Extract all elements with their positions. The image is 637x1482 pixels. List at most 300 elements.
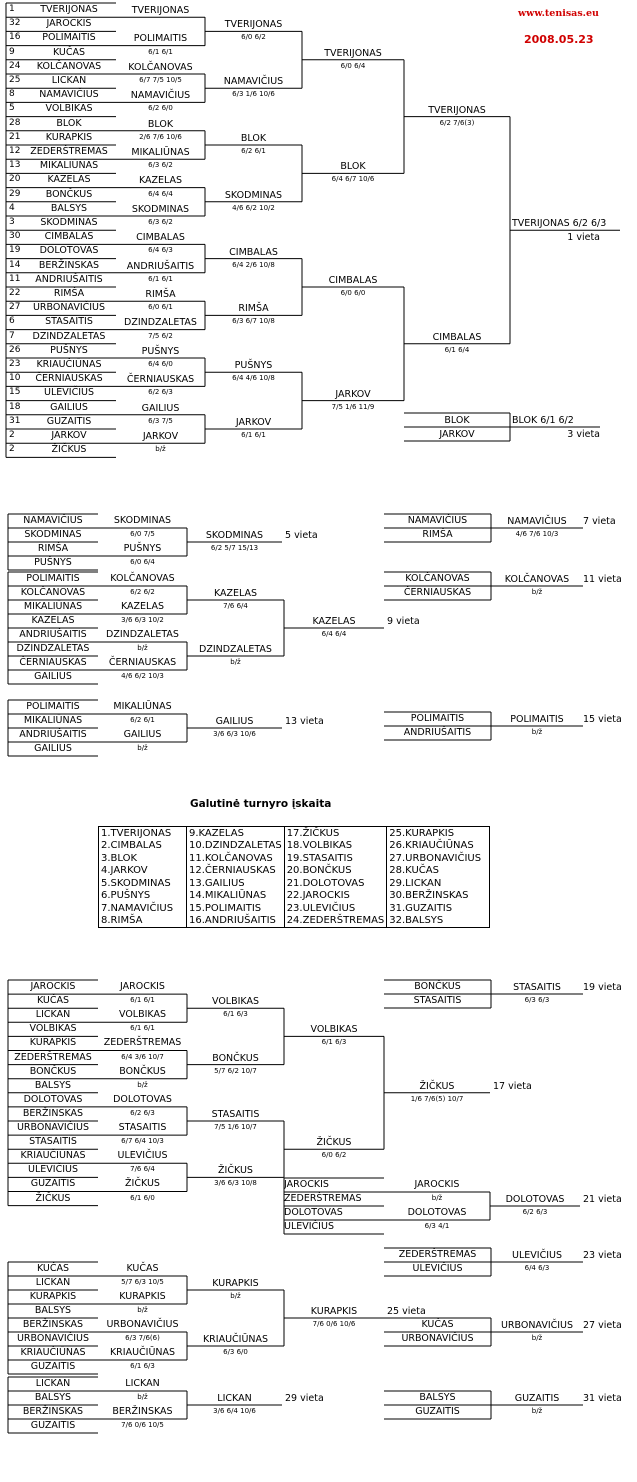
player-name: KURAPKIS	[29, 1037, 77, 1049]
final-winner: KURAPKIS	[310, 1306, 358, 1317]
final-score: 1/6 7/6(5) 10/7	[410, 1094, 464, 1103]
seed-number: 7	[9, 330, 15, 341]
player-name: URBONAVIČIUS	[32, 302, 106, 314]
r2-winner: SKODMINAS	[224, 189, 283, 201]
seed-number: 20	[9, 174, 21, 185]
seed-number: 24	[9, 60, 21, 71]
standings-cell: 31.GUZAITIS	[389, 902, 453, 914]
r1-score: b/ž	[137, 1306, 148, 1314]
r1-score: 6/2 6/3	[130, 1108, 155, 1117]
place-label: 17 vieta	[493, 1080, 532, 1092]
standings-cell: 14.MIKALIŪNAS	[187, 890, 285, 903]
r3-score: 7/5 1/6 11/9	[331, 402, 375, 411]
player-name: RIMŠA	[422, 529, 453, 540]
r1-score: b/ž	[137, 1393, 148, 1401]
seed-number: 15	[9, 387, 21, 398]
standings-row	[99, 865, 490, 878]
standings-cell: 30.BERŽINSKAS	[389, 890, 469, 902]
r1-winner: VOLBIKAS	[118, 1009, 166, 1021]
player-name: BALSYS	[34, 1305, 72, 1316]
player-name: GAILIUS	[50, 401, 88, 413]
seed-number: 8	[9, 89, 15, 100]
standings-cell: 4.JARKOV	[99, 865, 187, 878]
player-name: KAZELAS	[47, 174, 91, 186]
seed-number: 28	[9, 117, 21, 128]
player-name: ANDRIUŠAITIS	[403, 727, 472, 738]
player-name: RIMŠA	[37, 543, 69, 554]
player-name: BALSYS	[419, 1392, 456, 1403]
place-label: 5 vieta	[285, 530, 318, 541]
r1-score: 6/7 6/4 10/3	[121, 1137, 164, 1146]
standings-row	[99, 827, 490, 840]
player-name: ANDRIUŠAITIS	[19, 629, 87, 640]
standings-table	[98, 826, 490, 928]
r2-score: b/ž	[230, 1292, 241, 1300]
r3-winner: ŽIČKUS	[316, 1137, 352, 1149]
place-label: 11 vieta	[583, 574, 622, 585]
player-name: BALSYS	[50, 202, 88, 214]
pair-winner: URBONAVIČIUS	[500, 1320, 574, 1331]
player-name: DZINDZALETAS	[16, 643, 90, 654]
r1-score: 6/1 6/0	[130, 1193, 155, 1202]
r1-winner: BLOK	[147, 118, 174, 130]
player-name: STASAITIS	[413, 995, 462, 1006]
standings-row	[99, 852, 490, 865]
r2-winner: NAMAVIČIUS	[223, 76, 284, 88]
player-name: GUZAITIS	[30, 1178, 76, 1190]
r1-winner: DZINDZALETAS	[106, 629, 179, 640]
seed-number: 11	[9, 273, 21, 284]
sf-score: 6/1 6/4	[444, 345, 470, 354]
seed-number: 16	[9, 32, 21, 43]
player-name: DOLOTOVAS	[284, 1207, 343, 1218]
r2-score: 6/2 6/1	[241, 147, 266, 155]
player-name: ULEVIČIUS	[412, 1263, 463, 1274]
r1-winner: MIKALIŪNAS	[113, 701, 172, 712]
seed-number: 21	[9, 131, 21, 142]
player-name: LICKAN	[51, 75, 87, 86]
standings-cell: 28.KUČAS	[389, 865, 439, 877]
r1-score: 6/2 6/1	[130, 716, 155, 724]
final-score: 6/2 6/3	[522, 1208, 548, 1216]
player-name: POLIMAITIS	[26, 701, 80, 712]
r1-winner: ULEVIČIUS	[117, 1150, 168, 1162]
player-name: GUZAITIS	[46, 415, 92, 427]
r1-score: 6/0 7/5	[130, 530, 155, 538]
r2-winner: PUŠNYS	[234, 360, 273, 372]
r1-score: b/ž	[431, 1194, 443, 1202]
seed-number: 29	[9, 188, 21, 199]
player-name: JARKOV	[51, 430, 87, 441]
r2-score: 5/7 6/2 10/7	[214, 1066, 257, 1075]
r2-winner: BONČKUS	[212, 1052, 259, 1064]
player-name: GUZAITIS	[415, 1406, 460, 1417]
r1-score: 3/6 6/3 10/2	[121, 616, 164, 624]
player-name: JARKOV	[439, 429, 475, 440]
r2-winner: BLOK	[240, 133, 267, 144]
standings-cell: 32.BALSYS	[389, 915, 444, 927]
final-winner: TVERIJONAS 6/2 6/3	[512, 218, 607, 230]
r2-winner: KAZELAS	[213, 588, 258, 599]
player-name: LICKAN	[35, 1277, 71, 1288]
r1-winner: BERŽINSKAS	[112, 1406, 173, 1417]
r1-winner: TVERIJONAS	[131, 5, 190, 16]
standings-cell: 9.KAZELAS	[187, 827, 285, 840]
r1-score: b/ž	[137, 1080, 148, 1089]
player-name: SKODMINAS	[24, 529, 82, 540]
standings-cell: 13.GAILIUS	[187, 877, 285, 890]
r1-score: 6/1 6/1	[148, 47, 173, 56]
standings-cell: 11.KOLČANOVAS	[187, 852, 285, 865]
r1-score: 7/6 6/4	[130, 1165, 155, 1174]
r1-score: 6/2 6/3	[148, 388, 173, 397]
standings-cell: 27.URBONAVIČIUS	[389, 852, 482, 864]
standings-cell: 5.SKODMINAS	[99, 877, 187, 890]
r2-score: 7/6 6/4	[223, 602, 248, 610]
player-name: ŽIČKUS	[51, 444, 87, 456]
r3-winner: BLOK	[340, 161, 366, 173]
seed-number: 26	[9, 344, 21, 355]
standings-cell: 17.ŽIČKUS	[284, 827, 387, 840]
seed-number: 2	[9, 444, 15, 455]
tournament-date: 2008.05.23	[524, 33, 594, 46]
player-name: KUČAS	[36, 995, 70, 1007]
r1-score: 6/2 6/0	[148, 104, 173, 113]
player-name: KAZELAS	[31, 615, 75, 626]
final-winner: DOLOTOVAS	[505, 1194, 565, 1205]
standings-cell: 29.LICKAN	[389, 877, 442, 889]
place-label: 31 vieta	[583, 1393, 622, 1404]
final-winner: GAILIUS	[215, 716, 254, 727]
r2-winner: STASAITIS	[211, 1109, 260, 1120]
r1-score: 6/4 6/0	[148, 360, 173, 368]
r1-score: 6/4 3/6 10/7	[121, 1052, 164, 1061]
seed-number: 31	[9, 415, 21, 426]
player-name: VOLBIKAS	[45, 103, 93, 115]
r1-winner: GAILIUS	[141, 402, 180, 414]
r2-winner: TVERIJONAS	[224, 19, 283, 31]
r2-winner: JARKOV	[235, 417, 272, 428]
r3-score: 6/1 6/3	[321, 1038, 347, 1047]
standings-cell: 15.POLIMAITIS	[187, 902, 285, 915]
standings-cell: 2.CIMBALAS	[99, 840, 187, 853]
r1-score: b/ž	[137, 744, 148, 752]
player-name: MIKALIŪNAS	[39, 160, 99, 172]
r2-score: 6/3 6/0	[223, 1348, 248, 1356]
r2-score: 6/3 1/6 10/6	[232, 90, 275, 99]
seed-number: 14	[9, 259, 21, 270]
player-name: KUČAS	[421, 1319, 454, 1330]
player-name: URBONAVIČIUS	[401, 1333, 474, 1344]
r2-score: 6/1 6/1	[241, 431, 266, 439]
r1-winner: SKODMINAS	[113, 515, 172, 526]
place-label: 1 vieta	[567, 232, 600, 244]
player-name: PUŠNYS	[34, 557, 72, 568]
final-score: 6/4 6/4	[321, 630, 347, 638]
r2-score: 7/5 1/6 10/7	[214, 1123, 257, 1131]
seed-number: 25	[9, 75, 21, 85]
seed-number: 2	[9, 430, 15, 440]
r3-winner: JARKOV	[335, 388, 371, 400]
r1-score: 2/6 7/6 10/6	[139, 132, 182, 141]
player-name: KOLČANOVAS	[36, 60, 102, 72]
player-name: ČERNIAUSKAS	[19, 657, 87, 668]
r2-score: 6/4 4/6 10/8	[232, 374, 275, 383]
r1-score: 6/1 6/1	[130, 996, 155, 1005]
place-label: 19 vieta	[583, 982, 622, 993]
r1-winner: ZEDERŠTREMAS	[103, 1037, 182, 1049]
r3-score: 6/4 6/7 10/6	[331, 175, 375, 184]
player-name: ZEDERŠTREMAS	[284, 1193, 362, 1204]
r1-score: 6/3 4/1	[424, 1222, 450, 1230]
r1-winner: KOLČANOVAS	[110, 573, 175, 584]
player-name: KOLČANOVAS	[405, 573, 470, 584]
r1-winner: KURAPKIS	[119, 1291, 166, 1302]
standings-cell: 12.ČERNIAUSKAS	[187, 865, 285, 878]
player-name: BLOK	[444, 415, 470, 426]
r1-winner: KOLČANOVAS	[128, 61, 193, 73]
r1-winner: KAZELAS	[138, 175, 183, 187]
pair-score: 6/4 6/3	[524, 1264, 550, 1272]
r2-winner: ŽIČKUS	[218, 1165, 253, 1177]
player-name: ČERNIAUSKAS	[403, 587, 472, 598]
player-name: BALSYS	[34, 1392, 72, 1403]
seed-number: 3	[9, 217, 15, 227]
seed-number: 9	[9, 46, 15, 57]
player-name: MIKALIŪNAS	[23, 715, 83, 726]
r1-winner: JAROCKIS	[120, 981, 165, 992]
r1-score: b/ž	[137, 644, 148, 652]
r1-winner: STASAITIS	[118, 1122, 167, 1133]
final-score: 7/6 0/6 10/6	[312, 1320, 356, 1328]
standings-cell: 1.TVERIJONAS	[99, 827, 187, 840]
player-name: MIKALIŪNAS	[23, 601, 83, 612]
r1-winner: ANDRIUŠAITIS	[126, 260, 195, 272]
player-name: LICKAN	[35, 1009, 71, 1021]
standings-cell: 18.VOLBIKAS	[284, 840, 387, 853]
r1-winner: JAROCKIS	[414, 1179, 460, 1190]
player-name: BERŽINSKAS	[22, 1319, 84, 1330]
r1-score: 6/1 6/1	[130, 1024, 155, 1033]
player-name: BONČKUS	[414, 981, 461, 992]
final-winner: ŽIČKUS	[419, 1080, 455, 1092]
r1-score: 6/1 6/3	[130, 1362, 155, 1370]
place-label: 3 vieta	[567, 429, 600, 440]
r1-winner: JARKOV	[142, 431, 179, 442]
r1-score: 6/3 7/6(6)	[125, 1334, 160, 1342]
place-label: 9 vieta	[387, 616, 420, 627]
r1-winner: BONČKUS	[119, 1065, 166, 1077]
player-name: BERŽINSKAS	[38, 259, 100, 271]
place-label: 15 vieta	[583, 714, 622, 725]
site-url[interactable]: www.tenisas.eu	[518, 8, 599, 19]
r3-winner: TVERIJONAS	[324, 47, 382, 59]
player-name: ČERNIAUSKAS	[35, 373, 103, 385]
player-name: ZEDERŠTREMAS	[14, 1051, 92, 1063]
seed-number: 23	[9, 359, 21, 369]
r1-score: 6/3 6/2	[148, 161, 173, 170]
final-score: 6/2 5/7 15/13	[210, 544, 259, 552]
player-name: NAMAVIČIUS	[407, 515, 468, 526]
pair-score: 6/3 6/3	[524, 996, 550, 1004]
r3-winner: VOLBIKAS	[310, 1024, 358, 1036]
player-name: GUZAITIS	[30, 1420, 76, 1431]
r1-winner: POLIMAITIS	[133, 33, 188, 45]
player-name: POLIMAITIS	[410, 713, 465, 724]
standings-cell: 23.ULEVIČIUS	[284, 902, 387, 915]
standings-cell: 7.NAMAVIČIUS	[99, 902, 187, 915]
standings-cell: 8.RIMŠA	[99, 915, 187, 928]
player-name: LICKAN	[35, 1378, 71, 1389]
standings-cell: 26.KRIAUČIŪNAS	[389, 840, 474, 852]
r2-winner: VOLBIKAS	[211, 996, 259, 1008]
r1-score: 6/4 6/4	[148, 189, 173, 198]
r2-winner: KRIAUČIŪNAS	[202, 1334, 269, 1345]
pair-winner: POLIMAITIS	[510, 714, 564, 725]
player-name: NAMAVIČIUS	[39, 89, 99, 101]
r2-score: 6/4 2/6 10/8	[232, 260, 275, 269]
player-name: VOLBIKAS	[29, 1023, 77, 1035]
r1-winner: GAILIUS	[123, 729, 162, 740]
player-name: PUŠNYS	[50, 344, 88, 356]
r1-score: 6/7 7/5 10/5	[139, 76, 182, 84]
seed-number: 6	[9, 316, 15, 327]
pair-score: b/ž	[531, 588, 543, 596]
r1-winner: MIKALIŪNAS	[131, 147, 190, 158]
r1-winner: CIMBALAS	[136, 232, 185, 244]
pair-winner: NAMAVIČIUS	[507, 516, 567, 527]
standings-cell: 20.BONČKUS	[284, 865, 387, 878]
player-name: DOLOTOVAS	[23, 1093, 83, 1105]
player-name: GAILIUS	[34, 743, 72, 754]
r3-score: 6/0 6/4	[340, 61, 366, 70]
pair-score: 4/6 7/6 10/3	[515, 530, 559, 538]
sf-score: 6/2 7/6(3)	[439, 118, 475, 127]
pair-score: b/ž	[531, 728, 543, 736]
standings-cell: 6.PUŠNYS	[99, 890, 187, 903]
r2-winner: CIMBALAS	[229, 246, 278, 258]
player-name: ULEVIČIUS	[44, 387, 94, 399]
standings-cell: 22.JAROCKIS	[284, 890, 387, 903]
r1-score: 6/0 6/1	[148, 303, 173, 312]
seed-number: 18	[9, 401, 21, 412]
seed-number: 13	[9, 160, 21, 171]
r1-score: b/ž	[155, 445, 166, 454]
player-name: JAROCKIS	[284, 1179, 329, 1190]
sf-winner: CIMBALAS	[432, 331, 482, 343]
pair-winner: GUZAITIS	[514, 1393, 560, 1404]
player-name: STASAITIS	[45, 316, 93, 328]
r3-score: 6/0 6/0	[340, 289, 366, 297]
standings-cell: 16.ANDRIUŠAITIS	[187, 915, 285, 928]
r1-winner: KUČAS	[126, 1263, 159, 1274]
r1-winner: DZINDZALETAS	[124, 317, 197, 329]
player-name: KOLČANOVAS	[20, 587, 86, 598]
seed-number: 5	[9, 103, 15, 114]
player-name: ZEDERŠTREMAS	[398, 1249, 477, 1260]
player-name: TVERIJONAS	[40, 4, 98, 15]
player-name: ANDRIUŠAITIS	[35, 273, 103, 285]
player-name: KRIAUČIŪNAS	[20, 1347, 86, 1358]
player-name: URBONAVIČIUS	[16, 1333, 90, 1344]
r1-winner: PUŠNYS	[141, 345, 180, 357]
player-name: SKODMINAS	[40, 217, 98, 228]
r1-winner: DOLOTOVAS	[407, 1207, 467, 1218]
r1-score: 5/7 6/3 10/5	[121, 1278, 164, 1286]
player-name: KRIAUČIŪNAS	[20, 1150, 86, 1162]
standings-cell: 19.STASAITIS	[284, 852, 387, 865]
standings-cell: 10.DZINDZALETAS	[187, 840, 285, 853]
standings-title: Galutinė turnyro įskaita	[190, 798, 332, 810]
place-label: 13 vieta	[285, 716, 324, 727]
player-name: BERŽINSKAS	[22, 1107, 84, 1119]
r3-score: 6/0 6/2	[321, 1151, 347, 1160]
player-name: URBONAVIČIUS	[16, 1122, 90, 1133]
r1-score: 6/4 6/3	[148, 246, 173, 255]
r1-winner: ŽIČKUS	[125, 1178, 160, 1190]
player-name: BONČKUS	[29, 1065, 77, 1077]
r2-score: 3/6 6/3 10/8	[214, 1179, 257, 1188]
player-name: BERŽINSKAS	[22, 1406, 84, 1417]
seed-number: 4	[9, 202, 15, 213]
third-winner: BLOK 6/1 6/2	[512, 415, 574, 426]
r2-winner: KURAPKIS	[212, 1278, 259, 1289]
place-label: 25 vieta	[387, 1306, 426, 1317]
place-label: 23 vieta	[583, 1250, 622, 1261]
standings-row	[99, 902, 490, 915]
r2-winner: DZINDZALETAS	[199, 644, 272, 655]
final-winner: KAZELAS	[312, 616, 356, 627]
pair-winner: ULEVIČIUS	[512, 1250, 562, 1261]
standings-cell: 24.ZEDERŠTREMAS	[284, 915, 387, 928]
player-name: DZINDZALETAS	[32, 330, 106, 342]
r2-score: 6/3 6/7 10/8	[232, 317, 275, 326]
standings-row	[99, 877, 490, 890]
player-name: BONČKUS	[45, 188, 93, 200]
player-name: KUČAS	[36, 1263, 70, 1274]
player-name: POLIMAITIS	[26, 573, 80, 584]
r1-winner: PUŠNYS	[123, 543, 162, 554]
r1-score: 7/5 6/2	[148, 331, 173, 340]
place-label: 27 vieta	[583, 1320, 622, 1331]
seed-number: 10	[9, 373, 21, 384]
r1-score: 6/0 6/4	[130, 558, 155, 566]
r1-winner: LICKAN	[125, 1378, 160, 1389]
r1-score: 6/3 7/5	[148, 416, 173, 425]
player-name: KUČAS	[52, 46, 86, 58]
seed-number: 19	[9, 245, 21, 256]
r2-score: 4/6 6/2 10/2	[232, 203, 275, 212]
r1-winner: KRIAUČIŪNAS	[109, 1347, 176, 1358]
r1-winner: SKODMINAS	[131, 203, 190, 215]
r2-winner: RIMŠA	[238, 303, 269, 315]
r1-score: 6/2 6/2	[130, 588, 155, 596]
seed-number: 27	[9, 302, 21, 313]
player-name: POLIMAITIS	[42, 32, 96, 44]
standings-row	[99, 915, 490, 928]
player-name: GAILIUS	[34, 671, 72, 682]
player-name: ZEDERŠTREMAS	[30, 146, 108, 157]
player-name: CIMBALAS	[44, 231, 94, 243]
player-name: BALSYS	[34, 1079, 72, 1091]
player-name: DOLOTOVAS	[39, 245, 99, 257]
r1-winner: URBONAVIČIUS	[106, 1319, 179, 1330]
player-name: KURAPKIS	[29, 1291, 77, 1302]
place-label: 7 vieta	[583, 516, 616, 527]
r1-winner: DOLOTOVAS	[113, 1093, 172, 1105]
r1-score: 4/6 6/2 10/3	[121, 672, 164, 680]
r1-winner: RIMŠA	[145, 289, 176, 300]
